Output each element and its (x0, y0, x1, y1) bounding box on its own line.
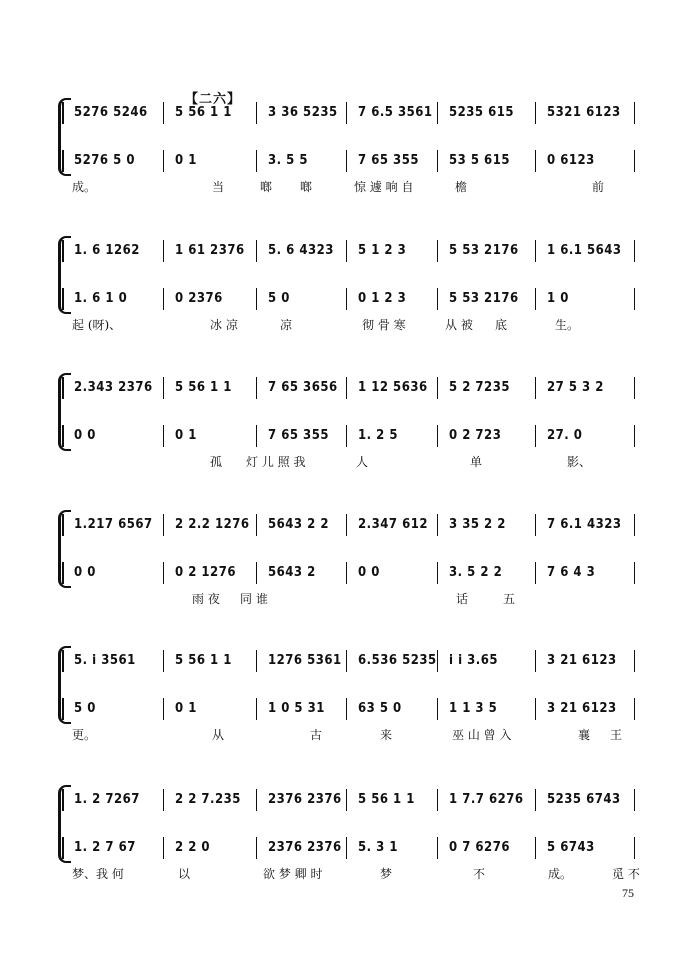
bar-line (62, 837, 64, 859)
lyric-text: 影、 (567, 455, 592, 469)
measure-notes: 0 0 (74, 428, 96, 443)
bar-line (346, 837, 347, 859)
measure-notes: 1 0 5 31 (268, 701, 325, 716)
bar-line (256, 425, 257, 447)
measure-notes: 2 2.2 1276 (175, 517, 250, 532)
lyric-text: 成。 (548, 867, 573, 881)
bar-line (163, 650, 164, 672)
bar-line (256, 150, 257, 172)
bar-line (346, 698, 347, 720)
bar-line (62, 789, 64, 811)
bar-line (437, 562, 438, 584)
bar-line (256, 789, 257, 811)
measure-notes: 7 65 355 (358, 153, 419, 168)
lyric-text: 冰 凉 (210, 318, 238, 332)
measure-notes: 5235 6743 (547, 792, 621, 807)
measure-notes: 0 2 723 (449, 428, 502, 443)
bar-line (535, 240, 536, 262)
lyric-text: 以 (178, 867, 191, 881)
measure-notes: 2376 2376 (268, 840, 342, 855)
bar-line (256, 698, 257, 720)
bar-line (163, 240, 164, 262)
bar-line (437, 102, 438, 124)
measure-notes: 7 6.1 4323 (547, 517, 622, 532)
measure-notes: 5643 2 (268, 565, 316, 580)
bar-line (437, 789, 438, 811)
bar-line (346, 562, 347, 584)
measure-notes: 7 6 4 3 (547, 565, 596, 580)
lyric-text: 孤 (210, 455, 223, 469)
lyric-text: 彻 骨 寒 (362, 318, 406, 332)
bar-line (634, 377, 635, 399)
measure-notes: 5. 6 4323 (268, 243, 334, 258)
bar-line (535, 650, 536, 672)
measure-notes: 3. 5 5 (268, 153, 308, 168)
bar-line (163, 425, 164, 447)
measure-notes: 5. 3 1 (358, 840, 398, 855)
lower-staff (0, 150, 690, 172)
measure-notes: 1 7.7 6276 (449, 792, 524, 807)
bar-line (346, 650, 347, 672)
score-system (0, 514, 690, 604)
measure-notes: 1.217 6567 (74, 517, 153, 532)
measure-notes: 5 53 2176 (449, 291, 519, 306)
lyric-text: 从 (212, 728, 225, 742)
lower-staff (0, 698, 690, 720)
lyric-text: 单 (470, 455, 483, 469)
section-mark: 【二六】 (185, 92, 242, 107)
bar-line (346, 240, 347, 262)
bar-line (634, 240, 635, 262)
bar-line (62, 102, 64, 124)
lyrics-line (0, 590, 690, 608)
bar-line (62, 562, 64, 584)
bar-line (346, 377, 347, 399)
bar-line (163, 288, 164, 310)
bar-line (163, 150, 164, 172)
bar-line (535, 102, 536, 124)
lyric-text: 人 (356, 455, 369, 469)
measure-notes: 5 0 (268, 291, 290, 306)
lyric-text: 欲 梦 卿 时 (263, 867, 323, 881)
measure-notes: 63 5 0 (358, 701, 402, 716)
bar-line (256, 514, 257, 536)
bar-line (346, 150, 347, 172)
upper-staff (0, 789, 690, 811)
lyric-text: 当 (212, 180, 225, 194)
lyric-text: 同 谁 (240, 592, 268, 606)
bar-line (256, 562, 257, 584)
measure-notes: 5 56 1 1 (175, 105, 232, 120)
bar-line (437, 288, 438, 310)
measure-notes: 2 2 7.235 (175, 792, 241, 807)
bar-line (346, 514, 347, 536)
bar-line (163, 837, 164, 859)
measure-notes: 27 5 3 2 (547, 380, 604, 395)
bar-line (163, 562, 164, 584)
bar-line (163, 698, 164, 720)
lower-staff (0, 288, 690, 310)
lyric-text: 起 (呀)、 (72, 318, 122, 332)
measure-notes: 0 1 (175, 428, 197, 443)
measure-notes: 0 1 (175, 153, 197, 168)
lyric-text: 成。 (72, 180, 97, 194)
bar-line (535, 150, 536, 172)
measure-notes: 5321 6123 (547, 105, 621, 120)
bar-line (437, 377, 438, 399)
bar-line (634, 425, 635, 447)
lyric-text: 不 (473, 867, 486, 881)
measure-notes: 1 1 3 5 (449, 701, 498, 716)
lyric-text: 五 (503, 592, 516, 606)
bar-line (62, 650, 64, 672)
lyric-text: 底 (495, 318, 508, 332)
measure-notes: 2 2 0 (175, 840, 211, 855)
measure-notes: 3 21 6123 (547, 653, 617, 668)
lyrics-line (0, 316, 690, 334)
measure-notes: 5. i 3561 (74, 653, 136, 668)
upper-staff (0, 102, 690, 124)
bar-line (437, 240, 438, 262)
bar-line (535, 837, 536, 859)
measure-notes: 5 53 2176 (449, 243, 519, 258)
bar-line (634, 514, 635, 536)
lyric-text: 雨 夜 (192, 592, 220, 606)
bar-line (437, 650, 438, 672)
bar-line (256, 377, 257, 399)
lyric-text: 古 (310, 728, 323, 742)
measure-notes: 3. 5 2 2 (449, 565, 503, 580)
measure-notes: 5 2 7235 (449, 380, 510, 395)
measure-notes: 7 6.5 3561 (358, 105, 433, 120)
measure-notes: 6.536 5235 (358, 653, 437, 668)
measure-notes: 5 56 1 1 (175, 653, 232, 668)
bar-line (535, 789, 536, 811)
measure-notes: 1 12 5636 (358, 380, 428, 395)
measure-notes: 27. 0 (547, 428, 583, 443)
measure-notes: 1. 6 1262 (74, 243, 140, 258)
bar-line (62, 377, 64, 399)
lyrics-line (0, 453, 690, 471)
score-system (0, 377, 690, 467)
lyrics-line (0, 178, 690, 196)
bar-line (62, 514, 64, 536)
lyric-text: 前 (592, 180, 605, 194)
lyric-text: 觅 不 (612, 867, 640, 881)
bar-line (346, 789, 347, 811)
lyric-text: 梦 (380, 867, 393, 881)
measure-notes: 1276 5361 (268, 653, 342, 668)
bar-line (634, 150, 635, 172)
measure-notes: 0 1 (175, 701, 197, 716)
bar-line (163, 514, 164, 536)
bar-line (634, 562, 635, 584)
measure-notes: 0 2376 (175, 291, 223, 306)
bar-line (256, 102, 257, 124)
lyric-text: 惊 遽 响 自 (354, 180, 414, 194)
page-number: 75 (622, 886, 634, 900)
lyric-text: 襄 (578, 728, 591, 742)
measure-notes: 0 7 6276 (449, 840, 510, 855)
lower-staff (0, 425, 690, 447)
bar-line (634, 102, 635, 124)
measure-notes: 5235 615 (449, 105, 515, 120)
measure-notes: 3 21 6123 (547, 701, 617, 716)
measure-notes: 7 65 3656 (268, 380, 338, 395)
bar-line (437, 425, 438, 447)
measure-notes: 1 6.1 5643 (547, 243, 622, 258)
score-system (0, 650, 690, 740)
bar-line (535, 288, 536, 310)
bar-line (437, 150, 438, 172)
measure-notes: 2.343 2376 (74, 380, 153, 395)
bar-line (62, 425, 64, 447)
measure-notes: 1. 6 1 0 (74, 291, 128, 306)
measure-notes: 3 36 5235 (268, 105, 338, 120)
lyric-text: 啷 (260, 180, 273, 194)
lyric-text: 檐 (455, 180, 468, 194)
bar-line (634, 789, 635, 811)
measure-notes: 5276 5246 (74, 105, 148, 120)
bar-line (634, 650, 635, 672)
bar-line (163, 377, 164, 399)
bar-line (62, 698, 64, 720)
measure-notes: 0 0 (358, 565, 380, 580)
lyric-text: 从 被 (445, 318, 473, 332)
score-system (0, 240, 690, 330)
bar-line (437, 514, 438, 536)
measure-notes: 5 56 1 1 (358, 792, 415, 807)
upper-staff (0, 514, 690, 536)
bar-line (256, 240, 257, 262)
measure-notes: 1. 2 5 (358, 428, 398, 443)
bar-line (437, 837, 438, 859)
measure-notes: 0 0 (74, 565, 96, 580)
score-system (0, 102, 690, 192)
measure-notes: 1. 2 7 67 (74, 840, 136, 855)
measure-notes: 2.347 612 (358, 517, 428, 532)
upper-staff (0, 240, 690, 262)
bar-line (256, 650, 257, 672)
bar-line (634, 288, 635, 310)
bar-line (535, 562, 536, 584)
lyric-text: 灯 儿 照 我 (246, 455, 306, 469)
measure-notes: 1 61 2376 (175, 243, 245, 258)
lyric-text: 梦、我 何 (72, 867, 124, 881)
bar-line (163, 102, 164, 124)
bar-line (634, 698, 635, 720)
bar-line (437, 698, 438, 720)
measure-notes: 7 65 355 (268, 428, 329, 443)
measure-notes: 0 2 1276 (175, 565, 236, 580)
lyric-text: 生。 (555, 318, 580, 332)
measure-notes: 0 6123 (547, 153, 595, 168)
bar-line (256, 288, 257, 310)
measure-notes: 5 6743 (547, 840, 595, 855)
lyric-text: 更。 (72, 728, 97, 742)
bar-line (62, 240, 64, 262)
measure-notes: 5276 5 0 (74, 153, 135, 168)
lyric-text: 王 (610, 728, 623, 742)
bar-line (535, 425, 536, 447)
lyrics-line (0, 726, 690, 744)
lower-staff (0, 562, 690, 584)
lower-staff (0, 837, 690, 859)
bar-line (346, 288, 347, 310)
measure-notes: i i 3.65 (449, 653, 499, 668)
bar-line (535, 698, 536, 720)
lyric-text: 话 (456, 592, 469, 606)
bar-line (62, 150, 64, 172)
score-system (0, 789, 690, 879)
bar-line (634, 837, 635, 859)
bar-line (346, 102, 347, 124)
bar-line (346, 425, 347, 447)
lyrics-line (0, 865, 690, 883)
lyric-text: 凉 (280, 318, 293, 332)
measure-notes: 1 0 (547, 291, 569, 306)
upper-staff (0, 377, 690, 399)
measure-notes: 5643 2 2 (268, 517, 329, 532)
measure-notes: 5 0 (74, 701, 96, 716)
lyric-text: 巫 山 曾 入 (452, 728, 512, 742)
measure-notes: 53 5 615 (449, 153, 510, 168)
bar-line (535, 514, 536, 536)
measure-notes: 5 1 2 3 (358, 243, 407, 258)
measure-notes: 1. 2 7267 (74, 792, 140, 807)
bar-line (163, 789, 164, 811)
bar-line (62, 288, 64, 310)
measure-notes: 5 56 1 1 (175, 380, 232, 395)
lyric-text: 来 (380, 728, 393, 742)
measure-notes: 2376 2376 (268, 792, 342, 807)
bar-line (535, 377, 536, 399)
measure-notes: 0 1 2 3 (358, 291, 407, 306)
upper-staff (0, 650, 690, 672)
measure-notes: 3 35 2 2 (449, 517, 506, 532)
lyric-text: 啷 (300, 180, 313, 194)
bar-line (256, 837, 257, 859)
